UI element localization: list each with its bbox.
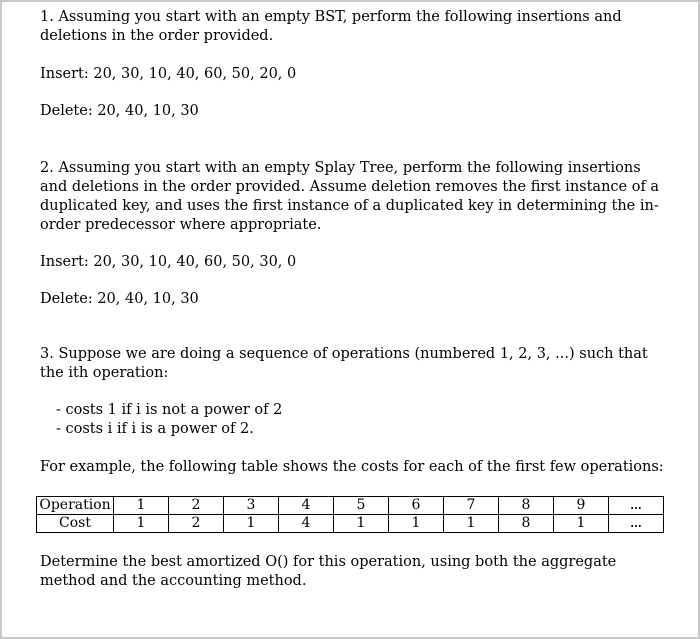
table-cell: 1 (114, 515, 169, 533)
q2-prompt: 2. Assuming you start with an empty Splay Tree, perform the following insertions and deletions in the order provided. Assume deletion removes the first instance of a duplicated key, and uses the first instance of a duplicated key in determining the in-order predecessor where appropriate. (40, 160, 660, 233)
q1-prompt: 1. Assuming you start with an empty BST, perform the following insertions and deletions in the order provided. (40, 9, 622, 44)
table-cell: 4 (279, 515, 334, 533)
table-cell: 1 (389, 515, 444, 533)
table-cell: 8 (499, 515, 554, 533)
table-cell: 1 (444, 515, 499, 533)
operation-cost-table (36, 496, 664, 533)
table-cell: 4 (279, 497, 334, 515)
table-cell: 1 (224, 515, 279, 533)
table-header-cost: Cost (37, 515, 114, 533)
table-cell: 1 (334, 515, 389, 533)
table-cell: 2 (169, 497, 224, 515)
q2-insert: Insert: 20, 30, 10, 40, 60, 50, 30, 0 (40, 254, 297, 270)
table-row-operation (37, 497, 664, 515)
table-cell: 9 (554, 497, 609, 515)
q1-insert: Insert: 20, 30, 10, 40, 60, 50, 20, 0 (40, 66, 297, 82)
table-cell-ellipsis: ... (609, 497, 664, 515)
q3-bullet-power: - costs i if i is a power of 2. (56, 421, 254, 437)
table-cell: 8 (499, 497, 554, 515)
table-cell-ellipsis: ... (609, 515, 664, 533)
table-header-operation: Operation (37, 497, 114, 515)
q2-delete: Delete: 20, 40, 10, 30 (40, 291, 199, 307)
q3-example: For example, the following table shows the costs for each of the first few operations: (40, 459, 664, 475)
table-cell: 3 (224, 497, 279, 515)
page-border-left (0, 0, 2, 639)
table-cell: 1 (554, 515, 609, 533)
q3-prompt: 3. Suppose we are doing a sequence of operations (numbered 1, 2, 3, ...) such that the ith operation: (40, 346, 648, 381)
table-row-cost (37, 515, 664, 533)
table-cell: 1 (114, 497, 169, 515)
page-border-top (0, 0, 700, 2)
table-cell: 2 (169, 515, 224, 533)
q1-delete: Delete: 20, 40, 10, 30 (40, 103, 199, 119)
q3-bullet-not-power: - costs 1 if i is not a power of 2 (56, 402, 283, 418)
table-cell: 7 (444, 497, 499, 515)
table-cell: 5 (334, 497, 389, 515)
q3-bullet-list (56, 401, 656, 439)
q3-final-instruction: Determine the best amortized O() for this operation, using both the aggregate method and the accounting method. (40, 554, 617, 589)
table-cell: 6 (389, 497, 444, 515)
